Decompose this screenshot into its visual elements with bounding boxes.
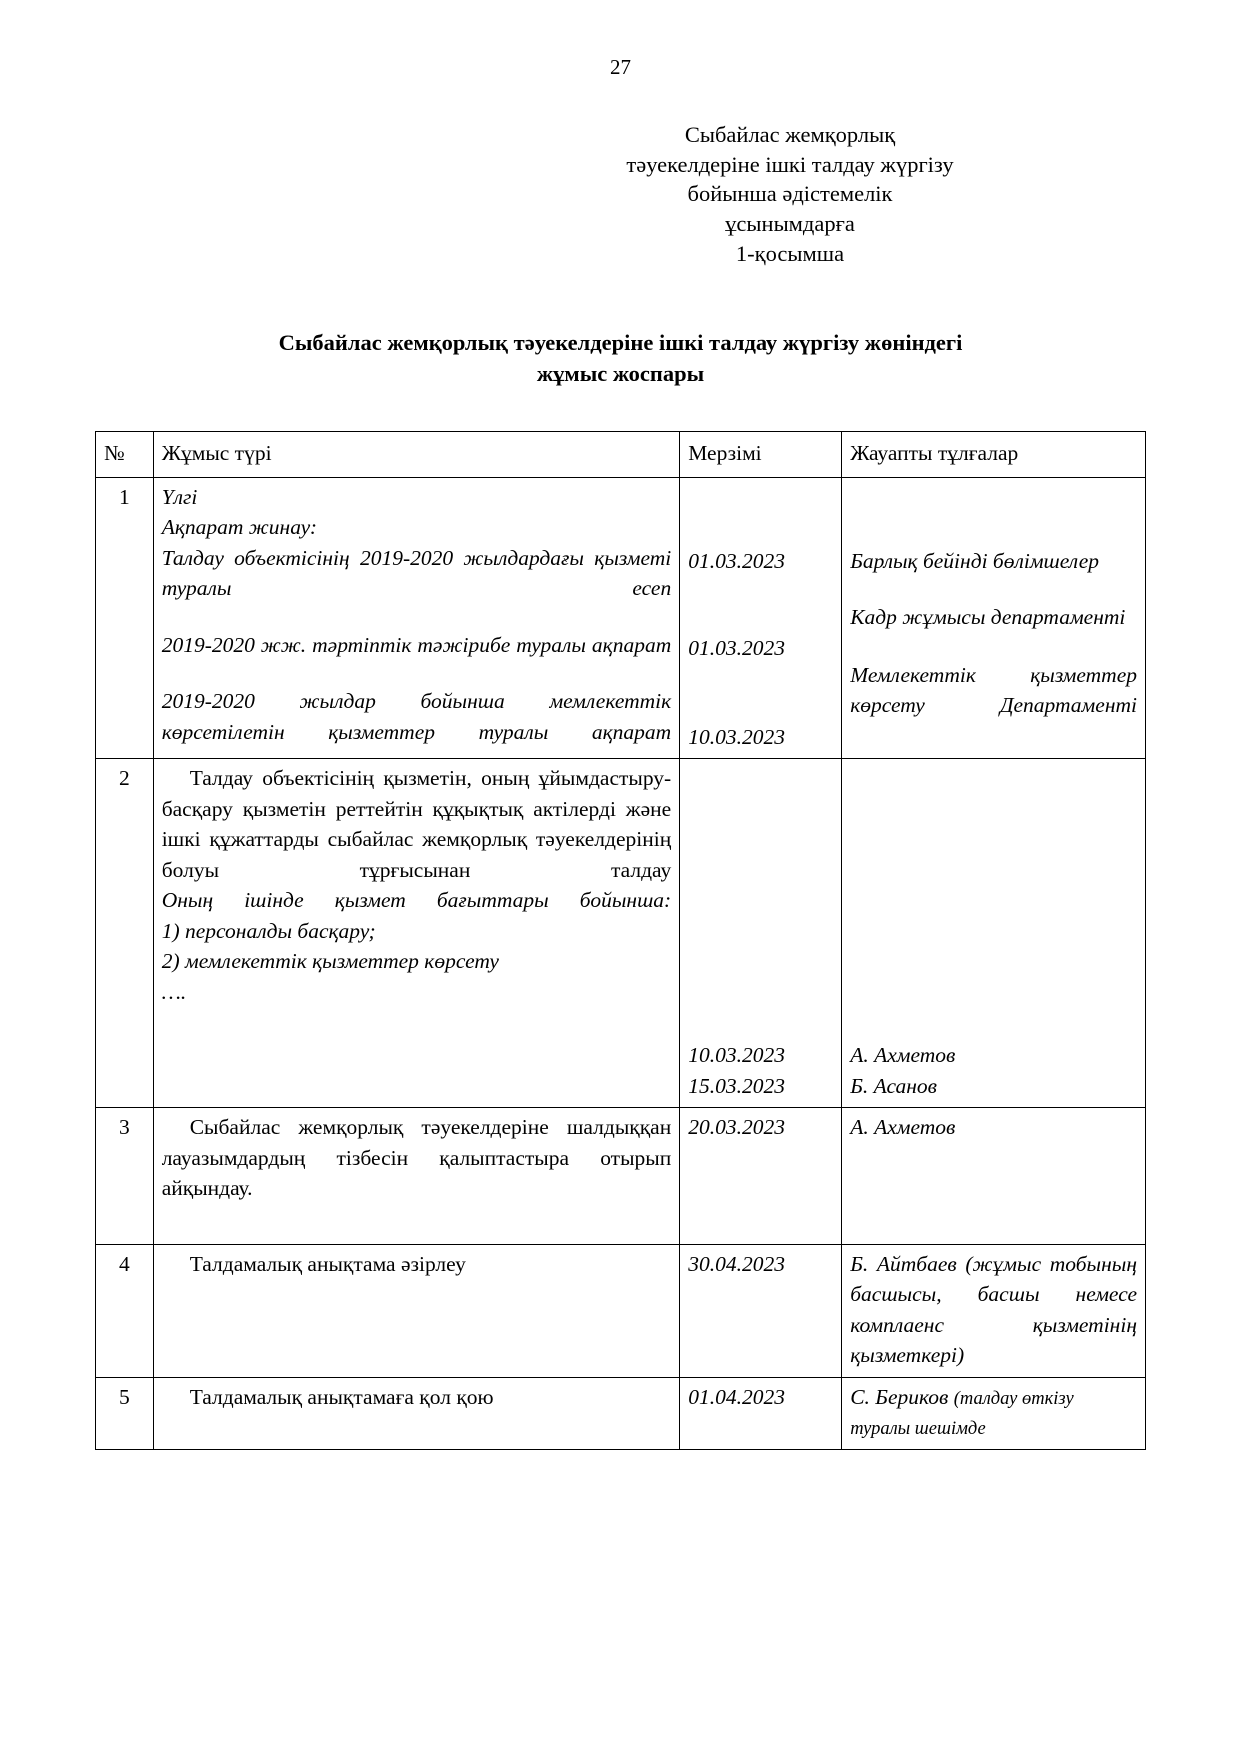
responsible-value: Мемлекеттік қызметтер көрсету Департаменті (850, 662, 1137, 718)
page-title (95, 328, 1146, 389)
row-work-type (153, 477, 680, 759)
table-row (96, 1377, 1146, 1449)
header-line-3: бойынша әдістемелік (687, 181, 893, 207)
row-work-type (153, 759, 680, 1108)
column-header-work-type: Жұмыс түрі (153, 432, 680, 478)
work-line: Ақпарат жинау: (161, 515, 318, 540)
responsible-value: Кадр жұмысы департаменті (850, 605, 1126, 630)
header-line-2: тәуекелдеріне ішкі талдау жүргізу (626, 151, 954, 177)
column-header-number: № (96, 432, 154, 478)
document-header-block (575, 120, 1005, 268)
work-plan-table (95, 431, 1146, 1450)
row-number: 4 (96, 1244, 154, 1377)
work-main-text: Талдау объектісінің қызметін, оның ұйымдастыру-басқару қызметін реттейтін құқықтық актілерді және ішкі құжаттарды сыбайлас жемқорлық тәуекелдерінің болуы тұрғысынан талдау (161, 766, 672, 882)
row-responsible: Б. Айтбаев (жұмыс тобының басшысы, басшы немесе комплаенс қызметінің қызметкері) (842, 1244, 1146, 1377)
row-number: 3 (96, 1108, 154, 1245)
row-number: 5 (96, 1377, 154, 1449)
date-value: 10.03.2023 (688, 1043, 785, 1068)
work-line: Үлгі (161, 484, 198, 509)
date-value: 01.03.2023 (688, 548, 785, 573)
responsible-name: С. Бериков (850, 1384, 949, 1409)
responsible-value: Барлық бейінді бөлімшелер (850, 548, 1099, 573)
work-line: Талдау объектісінің 2019-2020 жылдардағы қызметі туралы есеп (161, 545, 672, 601)
row-dates (680, 759, 842, 1108)
header-line-1: Сыбайлас жемқорлық (684, 122, 896, 147)
table-row (96, 477, 1146, 759)
header-line-4: ұсынымдарға (725, 211, 855, 237)
work-sub-intro: Оның ішінде қызмет бағыттары бойынша: (161, 888, 672, 913)
page-number: 27 (610, 55, 631, 79)
responsible-note: (талдау өткізу туралы шешімде (850, 1388, 1074, 1440)
work-sub-item: 2) мемлекеттік қызметтер көрсету (161, 949, 499, 974)
date-value: 10.03.2023 (688, 724, 785, 749)
page-title-line-1: Сыбайлас жемқорлық тәуекелдеріне ішкі талдау жүргізу жөніндегі (278, 330, 963, 356)
row-number: 1 (96, 477, 154, 759)
responsible-value: Б. Асанов (850, 1073, 937, 1098)
work-sub-item: 1) персоналды басқару; (161, 918, 376, 943)
row-responsible (842, 759, 1146, 1108)
work-sub-item: …. (161, 979, 187, 1004)
row-responsible (842, 1377, 1146, 1449)
row-dates (680, 477, 842, 759)
table-row (96, 759, 1146, 1108)
table-row (96, 1108, 1146, 1245)
page-title-line-2: жұмыс жоспары (536, 360, 705, 386)
table-row (96, 1244, 1146, 1377)
date-value: 01.03.2023 (688, 636, 785, 661)
table-header-row (96, 432, 1146, 478)
row-work-type: Сыбайлас жемқорлық тәуекелдеріне шалдыққан лауазымдардың тізбесін қалыптастыра отырып айқындау. (153, 1108, 680, 1245)
work-line: 2019-2020 жылдар бойынша мемлекеттік көрсетілетін қызметтер туралы ақпарат (161, 689, 672, 744)
row-responsible (842, 477, 1146, 759)
row-responsible: А. Ахметов (842, 1108, 1146, 1245)
responsible-value: А. Ахметов (850, 1043, 956, 1068)
work-line: 2019-2020 жж. тәртіптік тәжірибе туралы ақпарат (161, 632, 672, 657)
row-work-type: Талдамалық анықтама әзірлеу (153, 1244, 680, 1377)
row-dates: 01.04.2023 (680, 1377, 842, 1449)
date-value: 15.03.2023 (688, 1073, 785, 1098)
row-number: 2 (96, 759, 154, 1108)
row-dates: 20.03.2023 (680, 1108, 842, 1245)
row-dates: 30.04.2023 (680, 1244, 842, 1377)
column-header-date: Мерзімі (680, 432, 842, 478)
header-line-5: 1-қосымша (735, 240, 845, 266)
row-work-type: Талдамалық анықтамаға қол қою (153, 1377, 680, 1449)
column-header-responsible: Жауапты тұлғалар (842, 432, 1146, 478)
